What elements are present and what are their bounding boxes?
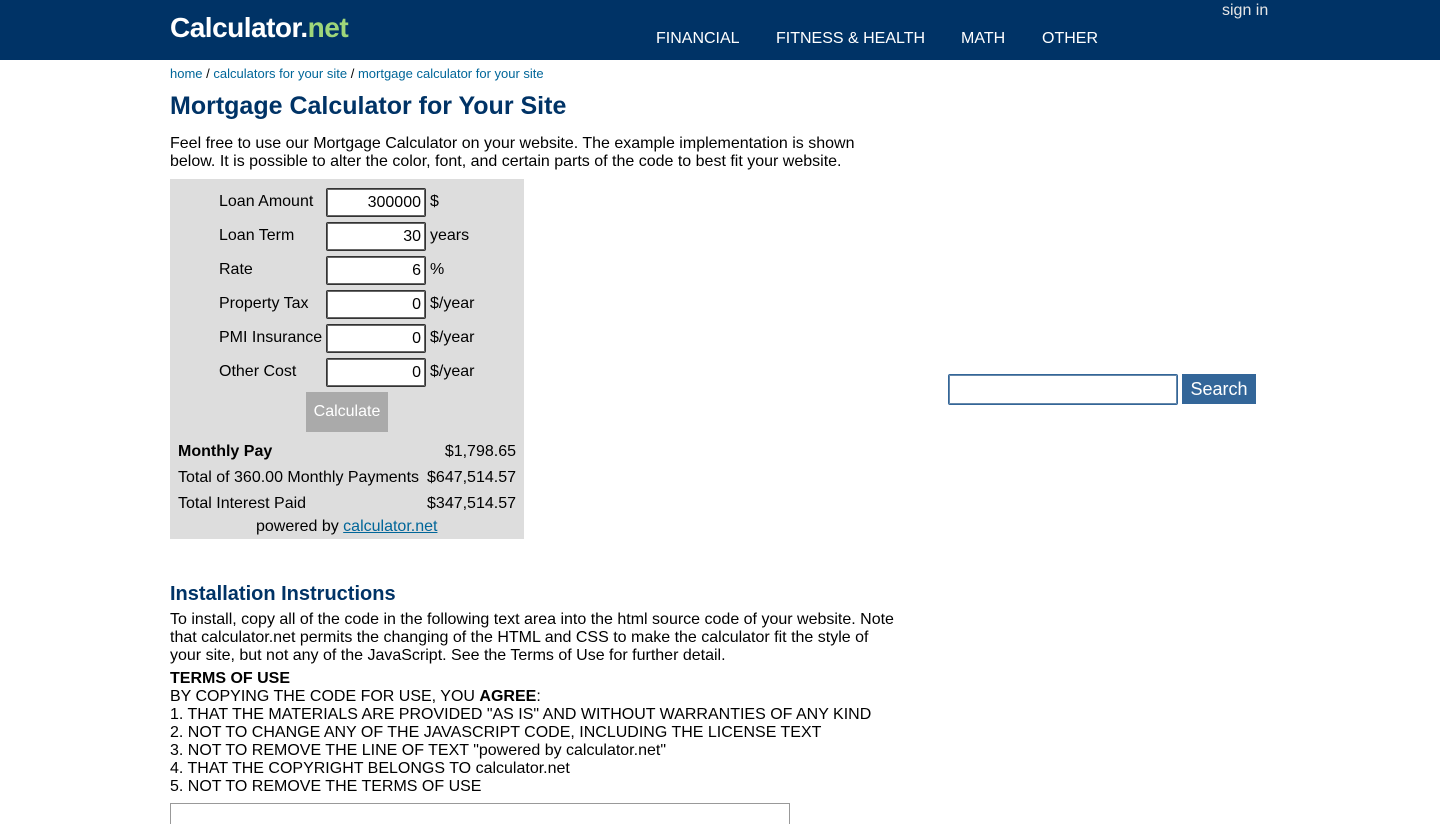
page-title: Mortgage Calculator for Your Site [170, 92, 567, 120]
nav-other[interactable]: OTHER [1042, 30, 1098, 47]
breadcrumb-separator: / [206, 66, 210, 81]
rate-label: Rate [219, 261, 253, 278]
loan-term-unit: years [430, 227, 470, 244]
terms-of-use [170, 670, 930, 796]
installation-heading: Installation Instructions [170, 583, 396, 605]
loan-term-label: Loan Term [219, 227, 295, 244]
breadcrumb-mortgage-calculator[interactable]: mortgage calculator for your site [357, 66, 544, 81]
property-tax-label: Property Tax [219, 295, 309, 312]
property-tax-input[interactable] [326, 290, 426, 319]
pmi-insurance-unit: $/year [430, 329, 475, 346]
top-bar [0, 0, 1440, 60]
loan-term-input[interactable] [326, 222, 426, 251]
installation-text: To install, copy all of the code in the following text area into the html source code of your website. Note that calculator.net permits the changing of the HTML and CSS to make the calculator fit the style of your site, but not any of the JavaScript. See the Terms of Use for further detail. [170, 611, 894, 664]
total-interest-label: Total Interest Paid [178, 495, 307, 512]
search-input[interactable] [948, 374, 1178, 405]
code-textarea[interactable] [170, 803, 790, 824]
powered-by-text: powered by [256, 518, 339, 535]
other-cost-unit: $/year [430, 363, 475, 380]
loan-amount-label: Loan Amount [219, 193, 314, 210]
logo-main: Calculator [170, 12, 301, 43]
breadcrumb-home[interactable]: home [170, 66, 203, 81]
breadcrumb [170, 66, 544, 81]
calculate-button[interactable]: Calculate [306, 392, 388, 432]
loan-amount-input[interactable] [326, 188, 426, 217]
pmi-insurance-label: PMI Insurance [219, 329, 323, 346]
total-payments-label: Total of 360.00 Monthly Payments [178, 469, 420, 486]
terms-item: 3. NOT TO REMOVE THE LINE OF TEXT "powered by calculator.net" [170, 742, 666, 759]
terms-item: 4. THAT THE COPYRIGHT BELONGS TO calculator.net [170, 760, 570, 777]
total-interest-value: $347,514.57 [427, 495, 516, 512]
terms-item: 2. NOT TO CHANGE ANY OF THE JAVASCRIPT CODE, INCLUDING THE LICENSE TEXT [170, 724, 822, 741]
mortgage-calculator-widget [170, 179, 524, 539]
terms-item: 5. NOT TO REMOVE THE TERMS OF USE [170, 778, 482, 795]
intro-text: Feel free to use our Mortgage Calculator on your website. The example implementation is shown below. It is possible to alter the color, font, and certain parts of the code to best fit your website. [170, 135, 855, 170]
nav-math[interactable]: MATH [961, 30, 1006, 47]
breadcrumb-separator: / [350, 66, 355, 81]
terms-intro-suffix: : [536, 688, 541, 705]
nav-financial[interactable]: FINANCIAL [656, 30, 740, 47]
monthly-pay-value: $1,798.65 [444, 443, 516, 460]
pmi-insurance-input[interactable] [326, 324, 426, 353]
site-logo[interactable] [170, 12, 348, 44]
other-cost-label: Other Cost [219, 363, 297, 380]
rate-input[interactable] [326, 256, 426, 285]
powered-by-link[interactable]: calculator.net [343, 518, 438, 535]
property-tax-unit: $/year [430, 295, 475, 312]
search-button[interactable]: Search [1182, 374, 1256, 404]
logo-dot: . [300, 12, 308, 43]
rate-unit: % [430, 261, 445, 278]
loan-amount-unit: $ [430, 193, 439, 210]
nav-fitness-health[interactable]: FITNESS & HEALTH [776, 30, 926, 47]
terms-intro-prefix: BY COPYING THE CODE FOR USE, YOU [170, 688, 475, 705]
terms-item: 1. THAT THE MATERIALS ARE PROVIDED "AS IS" AND WITHOUT WARRANTIES OF ANY KIND [170, 706, 872, 723]
monthly-pay-label: Monthly Pay [178, 443, 273, 460]
powered-by [256, 518, 437, 536]
logo-net: net [307, 12, 349, 43]
terms-intro [170, 688, 930, 706]
sign-in-link[interactable]: sign in [1222, 2, 1269, 19]
terms-agree: AGREE [479, 688, 537, 705]
other-cost-input[interactable] [326, 358, 426, 387]
breadcrumb-calculators-for-your-site[interactable]: calculators for your site [213, 66, 348, 81]
total-payments-value: $647,514.57 [427, 469, 516, 486]
terms-heading: TERMS OF USE [170, 670, 291, 687]
